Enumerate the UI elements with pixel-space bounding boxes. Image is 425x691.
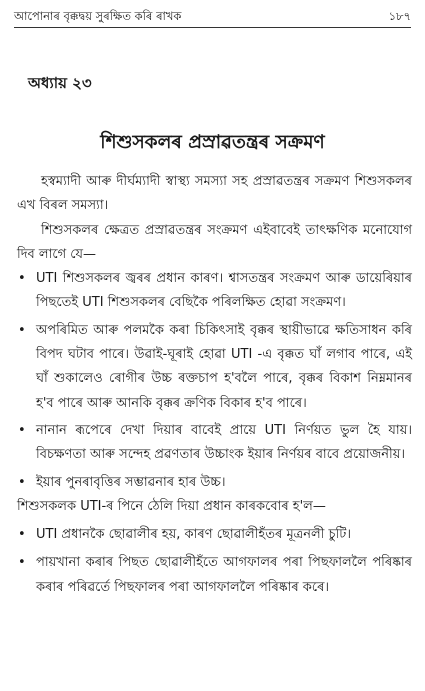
bullet-icon: • xyxy=(18,527,26,543)
causes-intro: শিশুসকলক UTI-ৰ পিনে ঠেলি দিয়া প্ৰধান কাৰকবোৰ হ'ল— xyxy=(17,498,326,514)
chapter-label: অধ্যায় ২৩ xyxy=(28,74,92,92)
list-item: • UTI শিশুসকলৰ জ্বৰৰ প্ৰধান কাৰণ। শ্বাসতন্ত্ৰৰ সংক্ৰমণ আৰু ডায়েৰিয়াৰ পিছতেই UTI শিশুসকলৰ বেছিকৈ পৰিলক্ষিত হোৱা সংক্ৰমণ। xyxy=(17,267,412,316)
running-header xyxy=(14,6,411,26)
section-heading: শিশুসকলৰ প্ৰস্ৰাৱতন্ত্ৰৰ সক্ৰমণ xyxy=(100,132,325,153)
bullet-icon: • xyxy=(18,474,26,490)
bullet-icon: • xyxy=(18,555,26,571)
list-item: • নানান ৰূপেৰে দেখা দিয়াৰ বাবেই প্ৰায়ে UTI নিৰ্ণয়ত ভুল হৈ যায়। বিচক্ষণতা আৰু সন্দেহ প্ৰৱণতাৰ উচ্চাংক ইয়াৰ নিৰ্ণয়ৰ বাবে প্ৰয়োজনীয়। xyxy=(17,419,412,468)
bullet-list-2 xyxy=(17,523,412,600)
bullet-icon: • xyxy=(18,322,26,338)
bullet-list-1 xyxy=(17,267,412,495)
list-item: • ইয়াৰ পুনৰাবৃত্তিৰ সম্ভাৱনাৰ হাৰ উচ্চ। xyxy=(17,471,412,495)
list-item: • UTI প্ৰধানকৈ ছোৱালীৰ হয়, কাৰণ ছোৱালীহঁতৰ মূত্ৰনলী চুটি। xyxy=(17,523,412,547)
intro-paragraph-2: শিশুসকলৰ ক্ষেত্ৰত প্ৰস্ৰাৱতন্ত্ৰৰ সংক্ৰমণ এইবাবেই তাৎক্ষণিক মনোযোগ দিব লাগে যে— xyxy=(17,222,412,262)
body-text xyxy=(17,170,412,600)
page-number: ১৮৭ xyxy=(388,9,411,23)
intro-paragraph-1: হস্বম্যাদী আৰু দীৰ্ঘম্যাদী স্বাস্থ্য সমস্যা সহ প্ৰস্ৰাৱতন্ত্ৰৰ সক্ৰমণ শিশুসকলৰ এখ বিৰল সমস্যা। xyxy=(17,174,412,214)
bullet-icon: • xyxy=(18,422,26,438)
header-rule xyxy=(14,27,411,28)
list-item: • অপৰিমিত আৰু পলমকৈ কৰা চিকিৎসাই বৃক্কৰ স্থায়ীভাৱে ক্ষতিসাধন কৰি বিপদ ঘটাব পাৰে। উৱাই-ঘূৰাই হোৱা UTI -এ বৃক্কত ঘাঁ লগাব পাৰে, এই ঘাঁ শুকালেও ৰোগীৰ উচ্চ ৰক্তচাপ হ'বলৈ পাৰে, বৃক্কৰ বিকাশ নিম্নমানৰ হ'ব পাৰে আৰু আনকি বৃক্কৰ ক্ৰণিক বিকাৰ হ'ব পাৰে। xyxy=(17,319,412,416)
bullet-icon: • xyxy=(18,271,26,287)
list-item: • পায়খানা কৰাৰ পিছত ছোৱালীহঁতে আগফালৰ পৰা পিছফাললৈ পৰিষ্কাৰ কৰাৰ পৰিৱৰ্তে পিছফালৰ পৰা আগফাললৈ পৰিষ্কাৰ কৰে। xyxy=(17,551,412,600)
running-header-title: আপোনাৰ বৃক্কদ্বয় সুৰক্ষিত কৰি ৰাখক xyxy=(14,9,182,23)
